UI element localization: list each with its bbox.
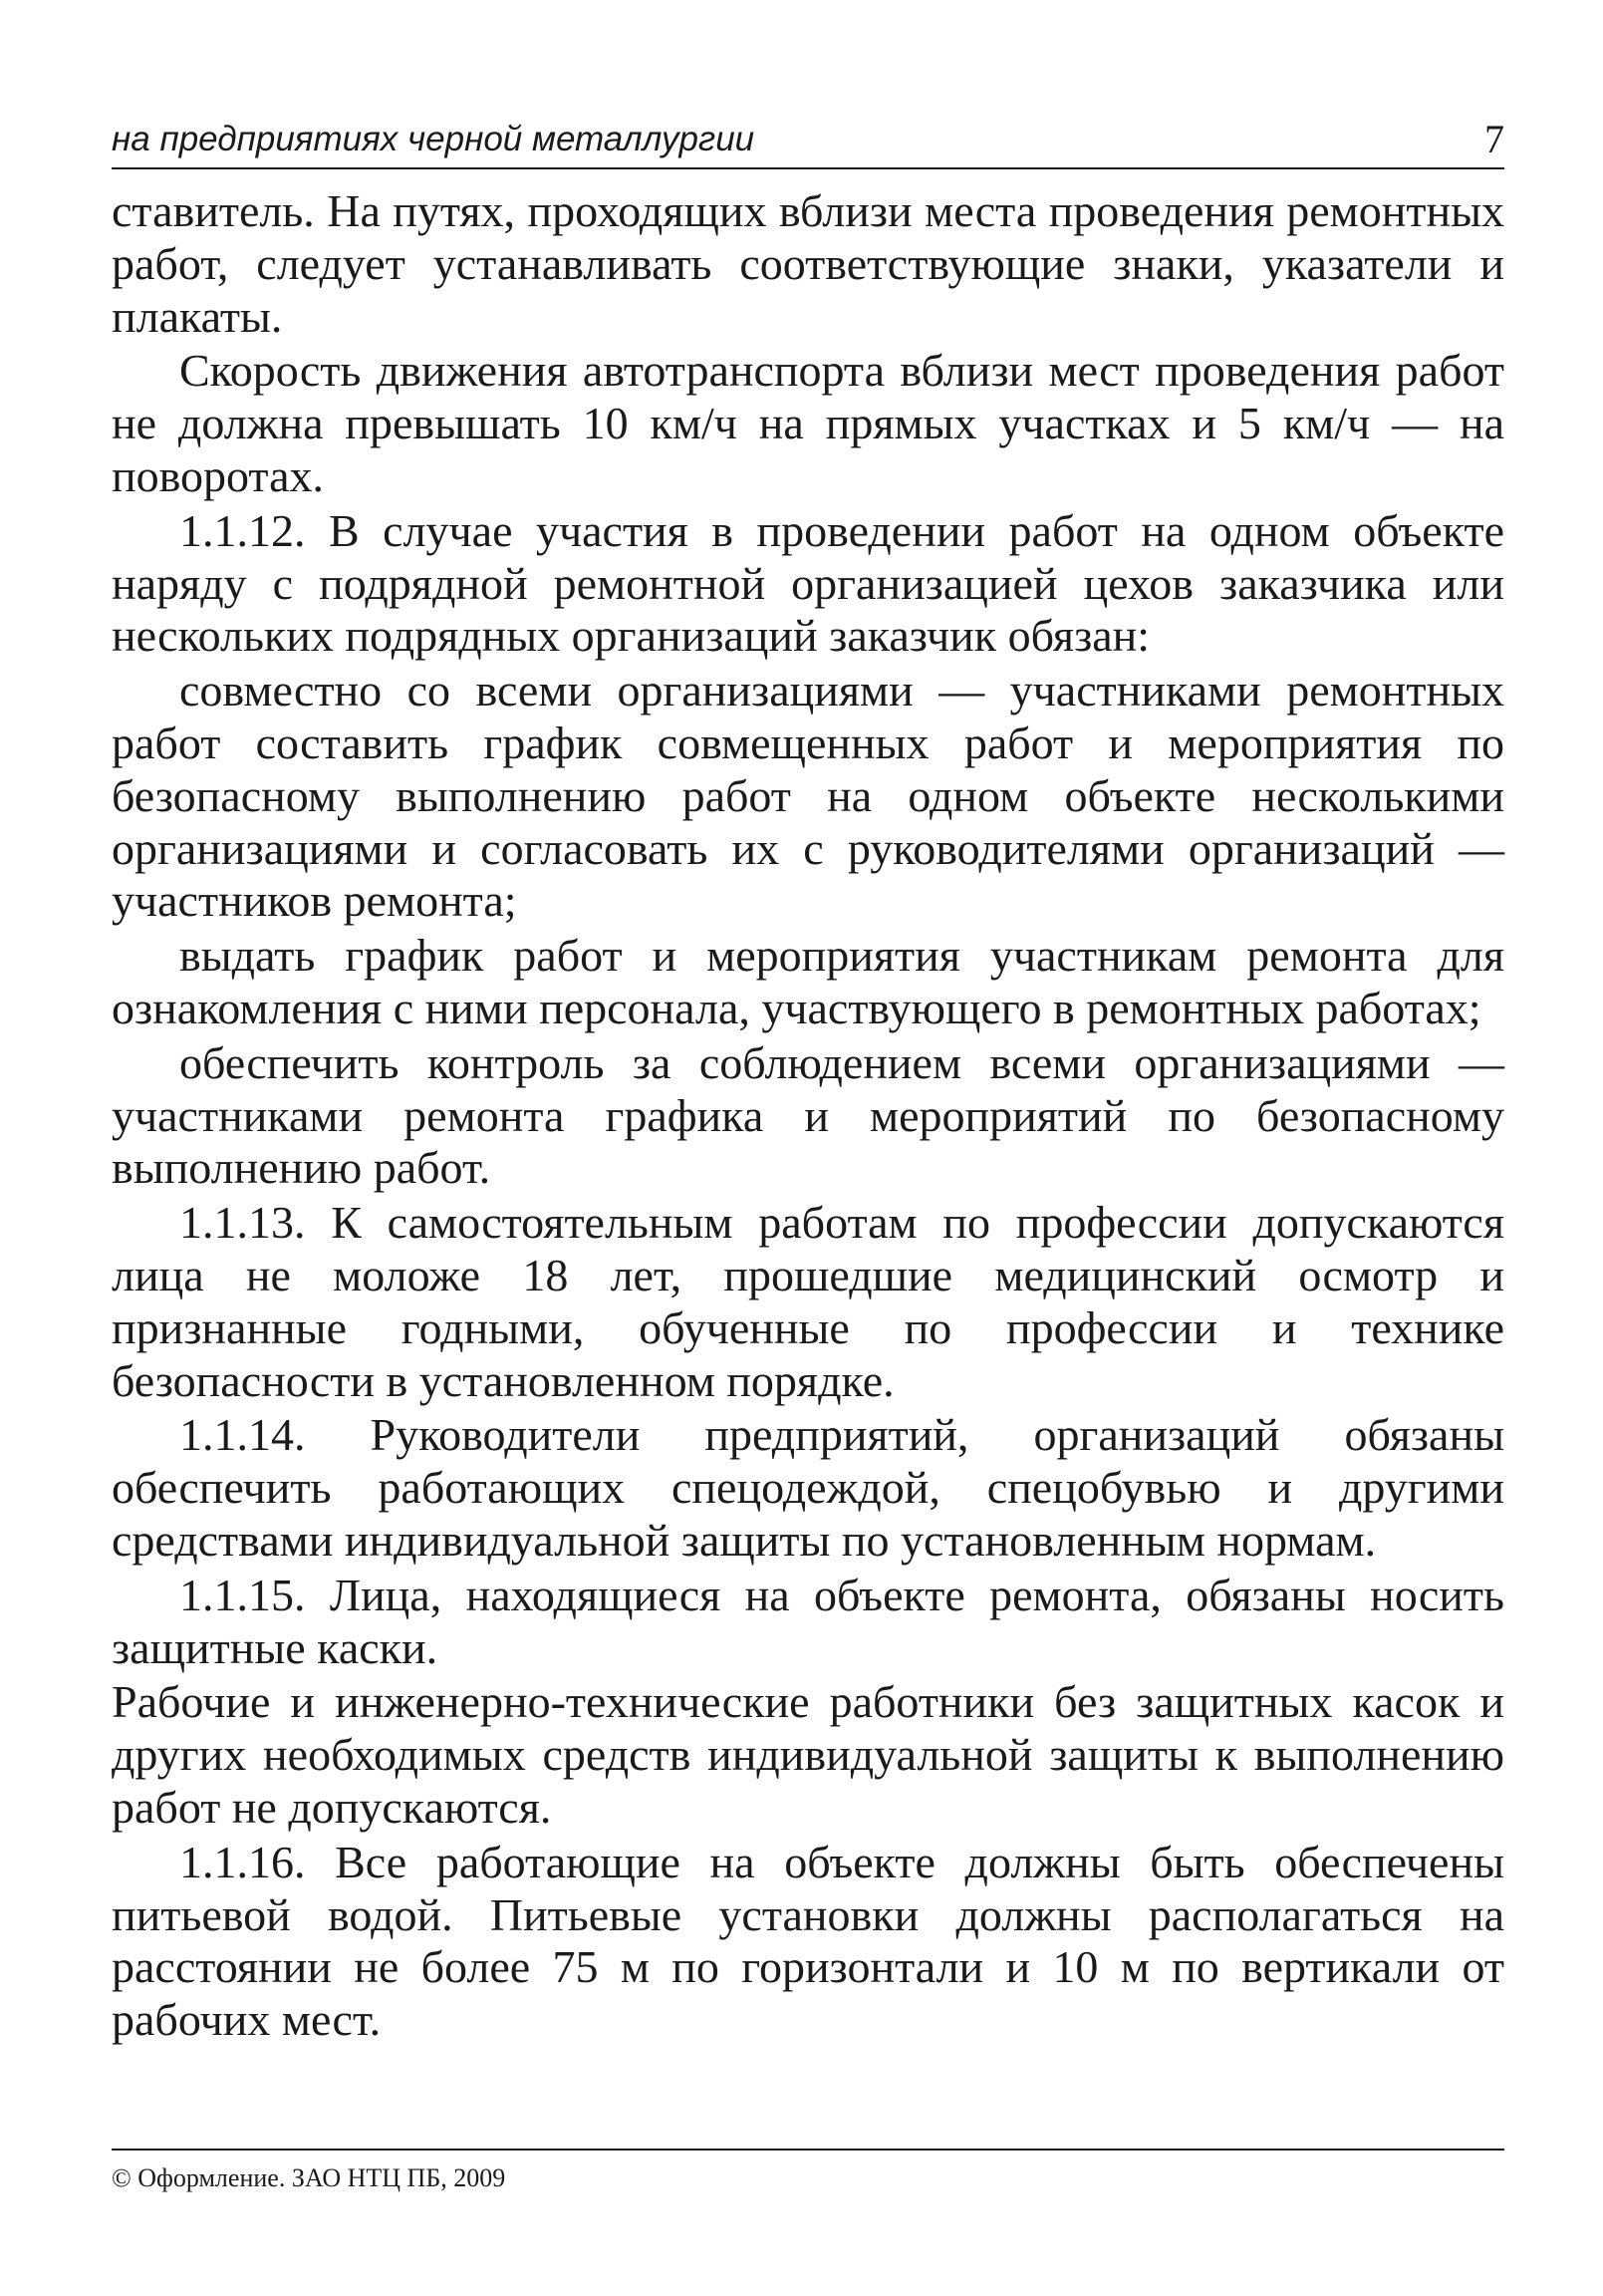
paragraph-1-1-14: 1.1.14. Руководители предприятий, организаций обязаны обеспечить работающих спецодеждой, спецобувью и другими средствами индивидуальной защиты по установленным нормам. [112, 1409, 1504, 1566]
paragraph-speed-limit: Скорость движения автотранспорта вблизи мест проведения работ не должна превышать 10 км/ч на прямых участках и 5 км/ч — на поворотах. [112, 345, 1504, 501]
paragraph-1-1-15: 1.1.15. Лица, находящиеся на объекте ремонта, обязаны носить защитные каски. [112, 1569, 1504, 1673]
page-number: 7 [1484, 117, 1504, 161]
paragraph-control: обеспечить контроль за соблюдением всеми организациями — участниками ремонта графика и мероприятий по безопасному выполнению работ. [112, 1036, 1504, 1194]
header-rule [112, 167, 1504, 169]
paragraph-1-1-12: 1.1.12. В случае участия в проведении работ на одном объекте наряду с подрядной ремонтной организацией цехов заказчика или нескольких подрядных организаций заказчик обязан: [112, 504, 1504, 662]
footer-copyright: © Оформление. ЗАО НТЦ ПБ, 2009 [112, 2163, 506, 2192]
paragraph-1-1-13: 1.1.13. К самостоятельным работам по профессии допускаются лица не моложе 18 лет, прошедшие медицинский осмотр и признанные годными, обученные по профессии и технике безопасности в установленном порядке. [112, 1197, 1504, 1406]
paragraph-continued: ставитель. На путях, проходящих вблизи места проведения ремонтных работ, следует устанавливать соответствующие знаки, указатели и плакаты. [112, 185, 1504, 342]
body-text [112, 185, 1504, 2049]
paragraph-1-1-16: 1.1.16. Все работающие на объекте должны быть обеспечены питьевой водой. Питьевые установки должны располагаться на расстоянии не более 75 м по горизонтали и 10 м по вертикали от рабочих мест. [112, 1836, 1504, 2046]
footer-rule [112, 2149, 1504, 2151]
paragraph-issue-schedule: выдать график работ и мероприятия участникам ремонта для ознакомления с ними персонала, участвующего в ремонтных работах; [112, 930, 1504, 1033]
paragraph-schedule: совместно со всеми организациями — участниками ремонтных работ составить график совмещенных работ и мероприятия по безопасному выполнению работ на одном объекте несколькими организациями и согласовать их с руководителями организаций — участников ремонта; [112, 665, 1504, 927]
paragraph-helmets: Рабочие и инженерно-технические работники без защитных касок и других необходимых средств индивидуальной защиты к выполнению работ не допускаются. [112, 1676, 1504, 1833]
running-title: на предприятиях черной металлургии [112, 120, 755, 158]
running-header [112, 118, 1504, 169]
